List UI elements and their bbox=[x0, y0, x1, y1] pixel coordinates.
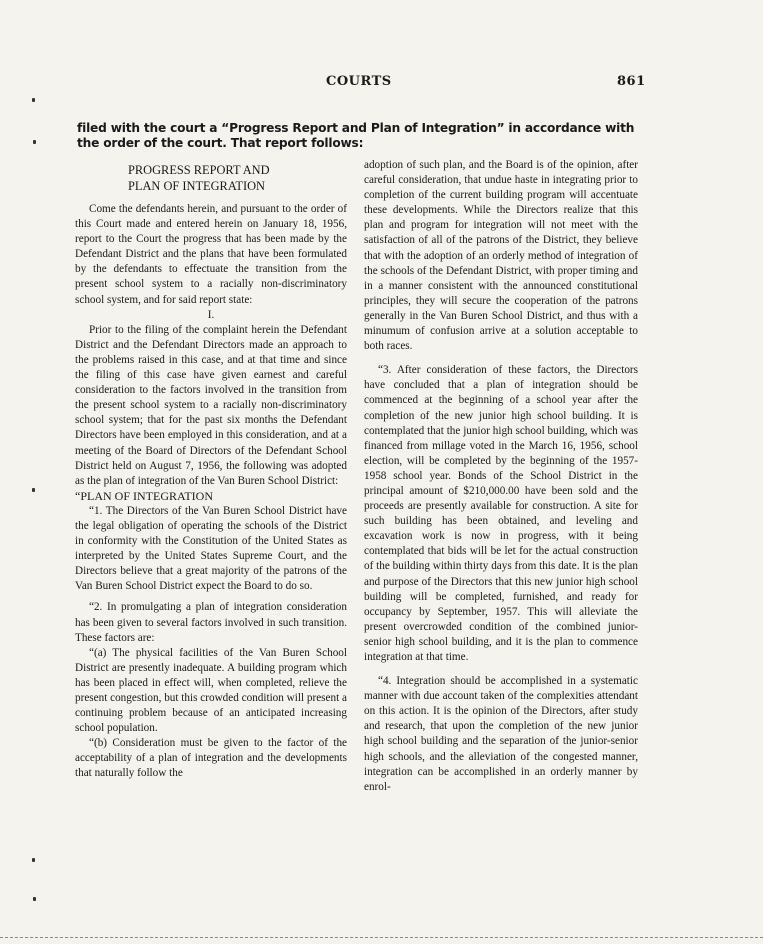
left-column bbox=[75, 160, 347, 782]
scan-edge-rule bbox=[0, 937, 763, 938]
paragraph-point-4: “4. Integration should be accomplished in a systematic manner with due account taken of the complexities attendant on this action. It is the opinion of the Directors, after study and research, that upon the completion of the new junior high school building and the separation of the junior-senior high schools, and the alleviation of the congested manner, integration can be accomplished in an orderly manner by enrol- bbox=[364, 675, 638, 793]
scan-mark bbox=[33, 140, 36, 144]
page-number: 861 bbox=[617, 74, 646, 89]
paragraph-point-3: “3. After consideration of these factors, the Directors have concluded that a plan of integration should be commenced at the beginning of a school year after the completion of the new junior high school building. It is contemplated that the junior high school building, which was financed from millage voted in the March 16, 1956, school election, will be completed by the beginning of the 1957-1958 school year. Bonds of the School District in the principal amount of $210,000.00 have been sold and the proceeds are presently available for construction. A site for such building has been obtained, and leveling and excavation work is now in progress, with it being contemplated that bids will be let for the actual construction of the building within thirty days from this date. It is the plan and purpose of the Directors that this new junior high school building will be completed, furnished, and ready for occupancy by September, 1957. This will alleviate the present overcrowded condition of the combined junior-senior high school building, and it is the plan to commence integration at that time. bbox=[364, 364, 638, 663]
scan-mark bbox=[32, 98, 35, 102]
paragraph-point-1: “1. The Directors of the Van Buren School District have the legal obligation of operating the schools of the District in conformity with the Constitution of the United States as interpreted by the United States Supreme Court, and the Directors believe that a great majority of the patrons of the Van Buren School District expect the Board to do so. bbox=[75, 504, 347, 593]
report-heading-line2: PLAN OF INTEGRATION bbox=[128, 179, 265, 193]
running-head-title: COURTS bbox=[326, 74, 392, 89]
right-column bbox=[364, 158, 638, 795]
intro-paragraph: filed with the court a “Progress Report and Plan of Integration” in accordance with the order of the court. That report follows: bbox=[77, 121, 635, 150]
paragraph-intro: Come the defendants herein, and pursuant to the order of this Court made and entered herein on January 18, 1956, report to the Court the progress that has been made by the Defendant District and the plans that have been formulated by the defendants to effectuate the transition from the present school system to a racially non-discriminatory school system, and for said report state: bbox=[75, 203, 347, 306]
paragraph-prior-filing: Prior to the filing of the complaint herein the Defendant District and the Defendant Directors made an approach to the problems raised in this case, and at that time and since the filing of this case have given earnest and careful consideration to the factors involved in the transition from the present school system to a racially non-discriminatory school system; that for the past six months the Defendant Directors have been employed in this consideration, and at a meeting of the Board of Directors of the Defendant School District held on August 7, 1956, the following was adopted as the plan of integration of the Van Buren School District: bbox=[75, 323, 347, 487]
scan-mark bbox=[32, 488, 35, 492]
plan-heading: “PLAN OF INTEGRATION bbox=[75, 488, 213, 503]
section-roman-numeral: I. bbox=[207, 308, 215, 321]
paragraph-continuation: adoption of such plan, and the Board is of the opinion, after careful consideration, that undue haste in integrating prior to completion of the current building program will accentuate these developments. While the Directors realize that this plan and program for integration will not meet with the satisfaction of all of the patrons of the District, they believe that with the adoption of an orderly method of integration of the schools of the Defendant District, with proper timing and in a manner consistent with the announced constitutional principles, they will secure the cooperation of the patrons generally in the Van Buren School District, and thus with a minumum of confusion arrive at a solution acceptable to both races. bbox=[364, 159, 638, 353]
scan-mark bbox=[33, 897, 36, 901]
paragraph-point-2b: “(b) Consideration must be given to the factor of the acceptability of a plan of integration and the developments that naturally follow the bbox=[75, 737, 347, 780]
paragraph-point-2: “2. In promulgating a plan of integration consideration has been given to several factors involved in such transition. These factors are: bbox=[75, 601, 347, 644]
report-heading-line1: PROGRESS REPORT AND bbox=[128, 163, 270, 177]
paragraph-point-2a: “(a) The physical facilities of the Van Buren School District are presently inadequate. A building program which has been placed in effect will, when completed, relieve the present congestion, but this crowded condition will present a continuing problem because of an anticipated increasing school population. bbox=[75, 646, 347, 735]
scan-mark bbox=[32, 858, 35, 862]
report-heading bbox=[128, 162, 347, 194]
